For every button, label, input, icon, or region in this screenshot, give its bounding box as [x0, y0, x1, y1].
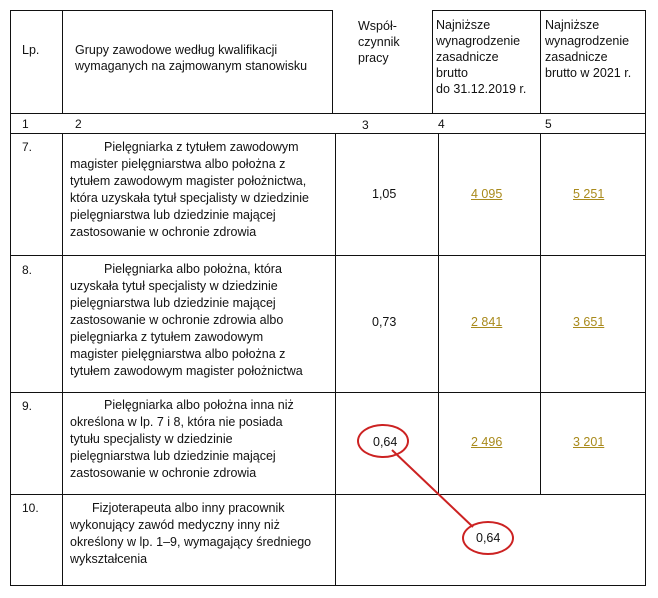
annotation-circle [462, 521, 514, 555]
column-number: 2 [75, 117, 82, 131]
header-lp: Lp. [22, 43, 40, 57]
wage-2019-link[interactable]: 2 496 [471, 435, 503, 449]
column-number: 1 [22, 117, 29, 131]
column-number: 5 [545, 117, 552, 131]
header-wage-2019: Najniższe wynagrodzenie zasadnicze brutto do 31.12.2019 r. [436, 18, 527, 96]
row-coefficient: 0,73 [372, 315, 397, 329]
annotation-circle [357, 424, 409, 458]
row-lp: 9. [22, 399, 33, 413]
row-description: Fizjoterapeuta albo inny pracownik wykonujący zawód medyczny inny niż określony w lp. 1–9, wymagający średniego wykształcenia [70, 501, 312, 566]
row-lp: 10. [22, 501, 39, 515]
header-wage-2021: Najniższe wynagrodzenie zasadnicze brutto w 2021 r. [545, 18, 632, 80]
row-coefficient: 0,64 [373, 435, 398, 449]
header-coef: Współ- czynnik pracy [358, 19, 400, 65]
row-description: Pielęgniarka albo położna inna niż określona w lp. 7 i 8, która nie posiada tytułu specjalisty w dziedzinie pielęgniarstwa lub dziedzinie mającej zastosowanie w ochronie zdrowia [70, 398, 294, 480]
wage-2019-link[interactable]: 4 095 [471, 187, 503, 201]
wage-2021-link[interactable]: 3 651 [573, 315, 605, 329]
row-coefficient: 1,05 [372, 187, 397, 201]
wage-2019-link[interactable]: 2 841 [471, 315, 503, 329]
annotated-coefficient: 0,64 [476, 531, 501, 545]
row-lp: 7. [22, 140, 33, 154]
column-number: 3 [362, 118, 369, 132]
row-description: Pielęgniarka albo położna, która uzyskała tytuł specjalisty w dziedzinie pielęgniarstwa lub dziedzinie mającej zastosowanie w ochronie zdrowia albo pielęgniarka z tytułem zawodowym magister pielęgniarstwa albo położna z tytułem zawodowym magister położnictwa [70, 262, 303, 378]
column-number: 4 [438, 117, 445, 131]
row-lp: 8. [22, 263, 33, 277]
row-description: Pielęgniarka z tytułem zawodowym magister pielęgniarstwa albo położna z tytułem zawodowym magister położnictwa, która uzyskała tytuł specjalisty w dziedzinie pielęgniarstwa lub dziedzinie mającej zastosowanie w ochronie zdrowia [70, 140, 309, 239]
wage-2021-link[interactable]: 3 201 [573, 435, 605, 449]
wage-2021-link[interactable]: 5 251 [573, 187, 605, 201]
header-groups: Grupy zawodowe według kwalifikacji wymaganych na zajmowanym stanowisku [75, 43, 308, 73]
